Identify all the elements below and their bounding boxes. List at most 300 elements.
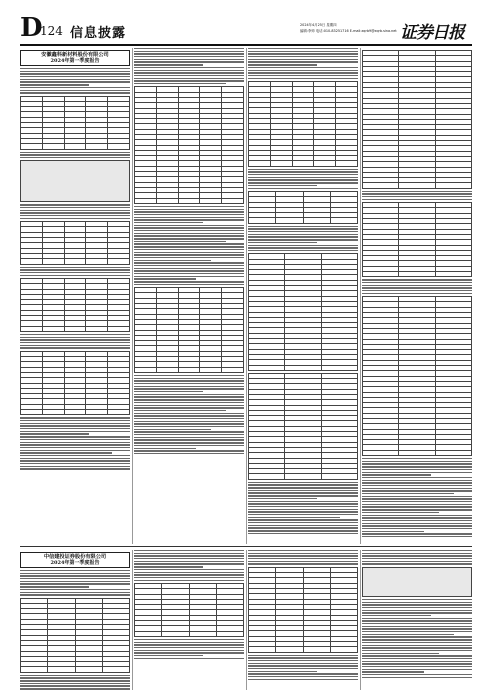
- text-line: [248, 514, 358, 515]
- text-line: [134, 219, 244, 220]
- text-line: [134, 410, 226, 411]
- text-line: [134, 647, 244, 648]
- text-line: [362, 658, 472, 659]
- text-line: [248, 70, 358, 71]
- text-line: [362, 279, 472, 280]
- text-line: [362, 196, 472, 197]
- table-cell: [249, 218, 276, 223]
- text-line: [362, 666, 472, 667]
- text-line: [134, 64, 203, 65]
- text-line: [20, 90, 130, 91]
- text-line: [248, 179, 358, 180]
- text-line: [134, 270, 244, 271]
- table-cell: [156, 367, 178, 372]
- text-line: [248, 59, 358, 60]
- text-line: [134, 650, 244, 651]
- text-line: [134, 574, 244, 575]
- text-line: [134, 72, 244, 73]
- table-cell: [102, 667, 129, 672]
- table-cell: [435, 272, 471, 277]
- data-table: [248, 373, 358, 480]
- text-line: [362, 604, 472, 605]
- column-1-bottom: [20, 550, 130, 690]
- text-line: [362, 458, 472, 459]
- text-line: [248, 527, 358, 528]
- text-line: [362, 602, 472, 603]
- table-cell: [336, 161, 358, 166]
- text-line: [134, 423, 244, 424]
- column-3-bottom: [248, 550, 358, 690]
- text-line: [134, 407, 244, 408]
- text-line: [134, 222, 203, 223]
- text-line: [134, 206, 244, 207]
- text-line: [134, 396, 244, 397]
- data-table: [134, 287, 244, 373]
- company-name-top: 安徽鑫科新材料股份有限公司: [41, 52, 109, 58]
- text-line: [134, 386, 244, 387]
- text-line: [134, 572, 244, 573]
- publication-date: 2024年4月25日 星期四: [300, 23, 337, 27]
- table-cell: [189, 631, 216, 636]
- table-cell: [135, 198, 157, 203]
- text-line: [362, 191, 472, 192]
- text-line: [134, 577, 244, 578]
- table-cell: [285, 365, 321, 370]
- data-table: [20, 221, 130, 264]
- table-row: [249, 161, 358, 166]
- text-line: [362, 626, 472, 627]
- text-line: [248, 490, 358, 491]
- text-line: [20, 458, 130, 459]
- text-line: [134, 78, 244, 79]
- text-line: [134, 405, 244, 406]
- text-line: [362, 550, 472, 551]
- text-line: [134, 273, 244, 274]
- text-line: [362, 531, 424, 532]
- text-line: [248, 236, 358, 237]
- table-cell: [249, 474, 285, 479]
- text-line: [362, 563, 472, 564]
- text-line: [134, 254, 244, 255]
- text-line: [362, 561, 472, 562]
- text-line: [20, 275, 130, 276]
- text-line: [20, 339, 130, 340]
- text-line: [362, 498, 472, 499]
- text-line: [248, 517, 340, 518]
- text-line: [248, 239, 358, 240]
- text-line: [248, 75, 358, 76]
- text-line: [134, 48, 244, 49]
- text-line: [134, 217, 244, 218]
- text-line: [20, 210, 130, 211]
- table-cell: [21, 326, 43, 331]
- text-line: [20, 586, 89, 587]
- text-line: [362, 669, 472, 670]
- table-cell: [42, 144, 64, 149]
- text-line: [134, 225, 244, 226]
- text-line: [20, 444, 130, 445]
- text-line: [134, 59, 244, 60]
- text-line: [248, 655, 358, 656]
- text-line: [20, 269, 130, 270]
- table-cell: [48, 667, 75, 672]
- text-line: [134, 268, 244, 269]
- table-cell: [135, 367, 157, 372]
- report-title-bottom: 2024年第一季度报告: [50, 560, 100, 566]
- table-cell: [21, 410, 43, 415]
- table-row: [249, 647, 358, 652]
- text-line: [20, 463, 130, 464]
- text-line: [134, 56, 244, 57]
- table-row: [21, 410, 130, 415]
- text-line: [134, 67, 244, 68]
- text-line: [362, 671, 424, 672]
- text-line: [248, 525, 358, 526]
- text-line: [362, 504, 472, 505]
- table-cell: [216, 631, 243, 636]
- text-line: [248, 169, 358, 170]
- text-line: [20, 92, 130, 93]
- table-cell: [156, 198, 178, 203]
- data-table: [20, 351, 130, 416]
- text-line: [248, 530, 358, 531]
- text-line: [134, 426, 244, 427]
- text-line: [20, 267, 130, 268]
- text-line: [248, 533, 358, 534]
- column-rule: [132, 48, 133, 544]
- data-table: [248, 567, 358, 653]
- section-divider: [20, 546, 472, 547]
- text-line: [362, 285, 472, 286]
- text-line: [362, 620, 472, 621]
- section-title: 信息披露: [70, 26, 127, 41]
- company-name-bottom: 中信建投证券股份有限公司: [43, 554, 107, 560]
- text-line: [248, 501, 358, 502]
- text-line: [134, 230, 244, 231]
- report-title-top: 2024年第一季度报告: [50, 58, 100, 64]
- text-line: [248, 555, 358, 556]
- text-line: [134, 644, 244, 645]
- table-cell: [178, 198, 200, 203]
- text-line: [362, 466, 472, 467]
- text-line: [134, 61, 244, 62]
- section-letter: D: [20, 13, 43, 43]
- text-line: [134, 413, 244, 414]
- text-line: [20, 688, 130, 689]
- text-line: [134, 434, 244, 435]
- text-line: [362, 663, 472, 664]
- text-line: [134, 639, 244, 640]
- text-line: [248, 53, 358, 54]
- text-line: [134, 555, 244, 556]
- text-line: [20, 425, 130, 426]
- text-line: [20, 592, 130, 593]
- text-line: [134, 558, 244, 559]
- text-line: [134, 391, 203, 392]
- text-line: [362, 490, 472, 491]
- text-line: [20, 442, 130, 443]
- text-line: [362, 615, 431, 616]
- data-table: [248, 81, 358, 167]
- text-line: [362, 653, 439, 654]
- text-line: [20, 272, 130, 273]
- text-line: [362, 293, 472, 294]
- text-line: [362, 523, 472, 524]
- text-line: [134, 561, 244, 562]
- table-cell: [86, 326, 108, 331]
- data-table: [362, 202, 472, 277]
- text-line: [362, 493, 454, 494]
- text-line: [362, 636, 472, 637]
- text-line: [248, 226, 358, 227]
- column-2-bottom: [134, 550, 244, 690]
- text-line: [20, 433, 89, 434]
- text-line: [248, 657, 358, 658]
- text-line: [134, 566, 203, 567]
- text-line: [362, 517, 472, 518]
- column-4-bottom: [362, 550, 472, 690]
- text-line: [20, 207, 130, 208]
- text-line: [362, 506, 472, 507]
- text-line: [362, 533, 472, 534]
- text-line: [248, 511, 358, 512]
- text-line: [248, 492, 358, 493]
- table-cell: [330, 647, 357, 652]
- text-line: [362, 512, 439, 513]
- text-line: [362, 647, 472, 648]
- table-cell: [292, 161, 314, 166]
- table-cell: [276, 218, 303, 223]
- table-cell: [42, 410, 64, 415]
- text-line: [134, 550, 244, 551]
- table-cell: [249, 647, 276, 652]
- table-row: [249, 218, 358, 223]
- table-cell: [108, 259, 130, 264]
- text-line: [248, 550, 358, 551]
- text-line: [20, 450, 130, 451]
- text-line: [134, 448, 196, 449]
- text-line: [362, 639, 472, 640]
- table-cell: [303, 218, 330, 223]
- table-cell: [276, 647, 303, 652]
- text-line: [362, 631, 472, 632]
- table-cell: [222, 198, 244, 203]
- text-line: [134, 415, 244, 416]
- text-line: [134, 388, 244, 389]
- text-line: [362, 472, 472, 473]
- text-line: [248, 663, 358, 664]
- text-line: [248, 506, 358, 507]
- text-line: [248, 234, 358, 235]
- text-line: [134, 209, 244, 210]
- text-line: [134, 658, 244, 659]
- column-1: [20, 48, 130, 544]
- text-line: [248, 679, 358, 680]
- table-cell: [86, 410, 108, 415]
- column-rule: [246, 48, 247, 544]
- text-line: [248, 247, 358, 248]
- text-line: [362, 674, 472, 675]
- text-line: [134, 429, 211, 430]
- table-row: [249, 474, 358, 479]
- text-line: [134, 257, 244, 258]
- text-line: [362, 634, 454, 635]
- text-line: [362, 485, 472, 486]
- text-line: [248, 671, 317, 672]
- text-line: [134, 378, 244, 379]
- text-line: [248, 495, 358, 496]
- text-line: [134, 563, 244, 564]
- report-header-top: [20, 50, 130, 66]
- text-line: [134, 375, 244, 376]
- table-cell: [399, 272, 435, 277]
- text-line: [134, 380, 244, 381]
- text-line: [248, 553, 358, 554]
- text-line: [134, 75, 244, 76]
- text-line: [248, 561, 358, 562]
- table-cell: [321, 365, 357, 370]
- table-cell: [108, 410, 130, 415]
- table-cell: [135, 631, 162, 636]
- newspaper-page: [20, 13, 472, 690]
- text-line: [362, 555, 472, 556]
- text-line: [362, 655, 472, 656]
- text-line: [362, 677, 472, 678]
- text-line: [20, 581, 130, 582]
- text-line: [248, 64, 317, 65]
- table-cell: [200, 367, 222, 372]
- table-cell: [435, 183, 471, 188]
- text-line: [20, 87, 130, 88]
- text-line: [20, 431, 130, 432]
- text-line: [362, 477, 472, 478]
- table-cell: [249, 161, 271, 166]
- text-line: [248, 558, 358, 559]
- text-line: [248, 482, 358, 483]
- text-line: [362, 525, 472, 526]
- text-line: [20, 573, 130, 574]
- column-rule: [360, 550, 361, 690]
- text-line: [20, 428, 130, 429]
- text-line: [134, 439, 244, 440]
- data-table: [134, 583, 244, 637]
- table-row: [249, 365, 358, 370]
- text-line: [20, 417, 130, 418]
- table-cell: [21, 667, 48, 672]
- text-line: [134, 421, 244, 422]
- table-cell: [363, 450, 399, 455]
- text-line: [20, 452, 112, 453]
- text-line: [362, 488, 472, 489]
- text-line: [248, 171, 358, 172]
- table-cell: [303, 647, 330, 652]
- text-line: [20, 342, 130, 343]
- text-line: [362, 480, 472, 481]
- text-line: [248, 487, 358, 488]
- text-line: [134, 450, 244, 451]
- text-line: [362, 607, 472, 608]
- text-line: [20, 73, 130, 74]
- text-line: [362, 509, 472, 510]
- text-line: [134, 276, 244, 277]
- text-line: [362, 623, 472, 624]
- text-line: [20, 81, 130, 82]
- text-line: [248, 668, 358, 669]
- text-line: [362, 628, 472, 629]
- text-line: [20, 677, 130, 678]
- text-line: [20, 212, 130, 213]
- text-line: [134, 445, 244, 446]
- text-line: [134, 249, 244, 250]
- text-line: [362, 536, 472, 537]
- data-table: [248, 253, 358, 371]
- table-cell: [64, 259, 86, 264]
- text-line: [20, 347, 130, 348]
- table-cell: [270, 161, 292, 166]
- text-line: [248, 484, 358, 485]
- text-line: [134, 260, 211, 261]
- text-line: [20, 334, 130, 335]
- text-line: [362, 645, 472, 646]
- text-line: [20, 589, 130, 590]
- text-line: [20, 218, 130, 219]
- column-rule: [360, 48, 361, 544]
- text-line: [20, 570, 130, 571]
- text-line: [362, 618, 472, 619]
- text-line: [20, 79, 130, 80]
- text-line: [248, 503, 358, 504]
- table-cell: [75, 667, 102, 672]
- text-line: [20, 594, 130, 595]
- newspaper-logo: 证券日报: [400, 23, 464, 43]
- text-line: [134, 227, 244, 228]
- text-line: [362, 599, 472, 600]
- table-row: [363, 183, 472, 188]
- text-line: [248, 185, 317, 186]
- text-line: [248, 177, 358, 178]
- text-line: [134, 553, 244, 554]
- table-row: [21, 667, 130, 672]
- text-line: [248, 78, 358, 79]
- text-line: [20, 680, 130, 681]
- text-line: [20, 423, 130, 424]
- column-3: [248, 48, 358, 544]
- text-line: [134, 431, 244, 432]
- data-table: [362, 50, 472, 189]
- text-line: [20, 447, 130, 448]
- text-line: [134, 569, 244, 570]
- text-line: [248, 509, 358, 510]
- table-cell: [363, 183, 399, 188]
- table-row: [363, 272, 472, 277]
- text-line: [248, 676, 358, 677]
- text-line: [20, 685, 130, 686]
- text-line: [362, 469, 472, 470]
- text-line: [134, 418, 244, 419]
- table-cell: [21, 144, 43, 149]
- text-line: [20, 436, 130, 437]
- text-line: [20, 204, 130, 205]
- text-line: [362, 642, 472, 643]
- text-line: [20, 468, 130, 469]
- text-line: [248, 61, 358, 62]
- column-4: [362, 48, 472, 544]
- table-cell: [285, 474, 321, 479]
- text-line: [362, 612, 472, 613]
- data-table: [134, 86, 244, 204]
- table-cell: [200, 198, 222, 203]
- data-table: [20, 598, 130, 673]
